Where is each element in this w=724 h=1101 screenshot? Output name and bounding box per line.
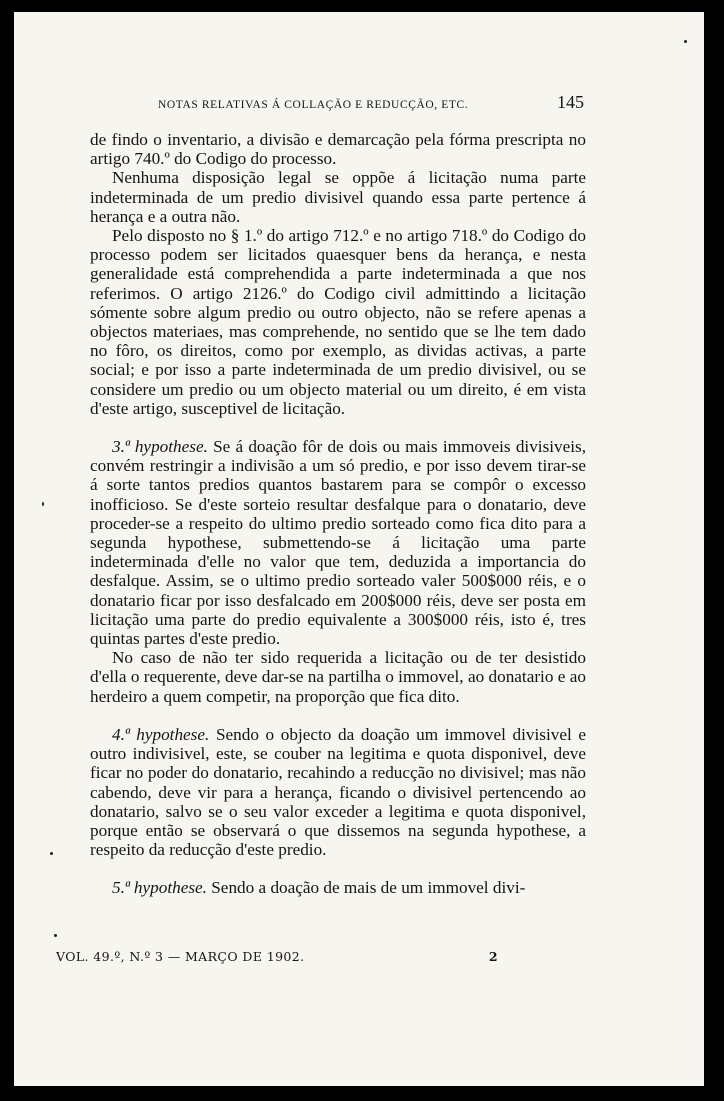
page-content (90, 92, 586, 898)
signature-mark: 2 (488, 949, 498, 964)
paragraph-third-hypothesis (90, 437, 586, 648)
third-hypothesis-heading: 3.ª hypothese. (112, 437, 208, 457)
scan-speck (684, 40, 687, 43)
running-header (90, 92, 586, 116)
running-title: NOTAS RELATIVAS Á COLLAÇÃO E REDUCÇÃO, ETC. (158, 99, 469, 111)
fourth-hypothesis-text: Sendo o objecto da doação um immovel divisivel e outro indivisivel, este, se couber na legitima e quota disponivel, deve ficar no poder do donatario, recahindo a reducção no divisivel; mas não cabendo, deve vir para a herança, ficando o divisivel pertencendo ao donatario, salvo se o seu valor exceder a legitima e quota disponivel, porque então se observará o que dissemos na segunda hypothese, a respeito da reducção d'este predio. (90, 724, 586, 860)
paragraph-fifth-hypothesis (90, 878, 586, 897)
scan-speck (54, 934, 57, 937)
fifth-hypothesis-heading: 5.ª hypothese. (112, 878, 207, 898)
third-hypothesis-text: Se á doação fôr de dois ou mais immoveis divisiveis, convém restringir a indivisão a um só predio, e por isso devem tirar-se á sorte tantos predios quantos bastarem para se compôr o excesso inofficioso. Se d'este sorteio resultar desfalque para o donatario, deve proceder-se a respeito do ultimo predio sorteado como fica dito para a segunda hypothese, submettendo-se á licitação uma parte indeterminada d'elle no valor que tem, deduzida a importancia do desfalque. Assim, se o ultimo predio sorteado valer 500$000 réis, e o donatario ficar por isso desfalcado em 200$000 réis, deve ser posta em licitação uma parte do predio equivalente a 300$000 réis, isto é, tres quintas partes d'este predio. (90, 437, 587, 649)
paragraph-continued: de findo o inventario, a divisão e demarcação pela fórma prescripta no artigo 740.º do Codigo do processo. (90, 130, 586, 169)
paragraph: Nenhuma disposição legal se oppõe á licitação numa parte indeterminada de um predio divisivel quando essa parte pertence á herança e a outra não. (90, 168, 586, 226)
volume-line: VOL. 49.º, N.º 3 — MARÇO DE 1902. (56, 949, 305, 964)
paragraph: No caso de não ter sido requerida a licitação ou de ter desistido d'ella o requerente, deve dar-se na partilha o immovel, ao donatario e ao herdeiro a quem competir, na proporção que fica dito. (90, 648, 586, 706)
paragraph-fourth-hypothesis (90, 725, 586, 859)
fifth-hypothesis-text: Sendo a doação de mais de um immovel divi- (211, 878, 526, 898)
body-text (90, 130, 586, 898)
page-footer (56, 949, 510, 964)
scan-speck (42, 502, 44, 506)
document-page (12, 10, 706, 1088)
scan-speck (50, 852, 53, 855)
paragraph: Pelo disposto no § 1.º do artigo 712.º e no artigo 718.º do Codigo do processo podem ser licitados quaesquer bens da herança, e nesta generalidade está comprehendida a parte indeterminada a que nos referimos. O artigo 2126.º do Codigo civil admittindo a licitação sómente sobre algum predio ou outro objecto, não se refere apenas a objectos materiaes, mas comprehende, no sentido que se lhe tem dado no fôro, os direitos, como por exemplo, as dividas activas, a parte social; e por isso a parte indeterminada de um predio divisivel, ou se considere um predio ou um objecto material ou um direito, é em vista d'este artigo, susceptivel de licitação. (90, 226, 586, 418)
page-number: 145 (557, 92, 584, 112)
fourth-hypothesis-heading: 4.ª hypothese. (112, 724, 210, 744)
